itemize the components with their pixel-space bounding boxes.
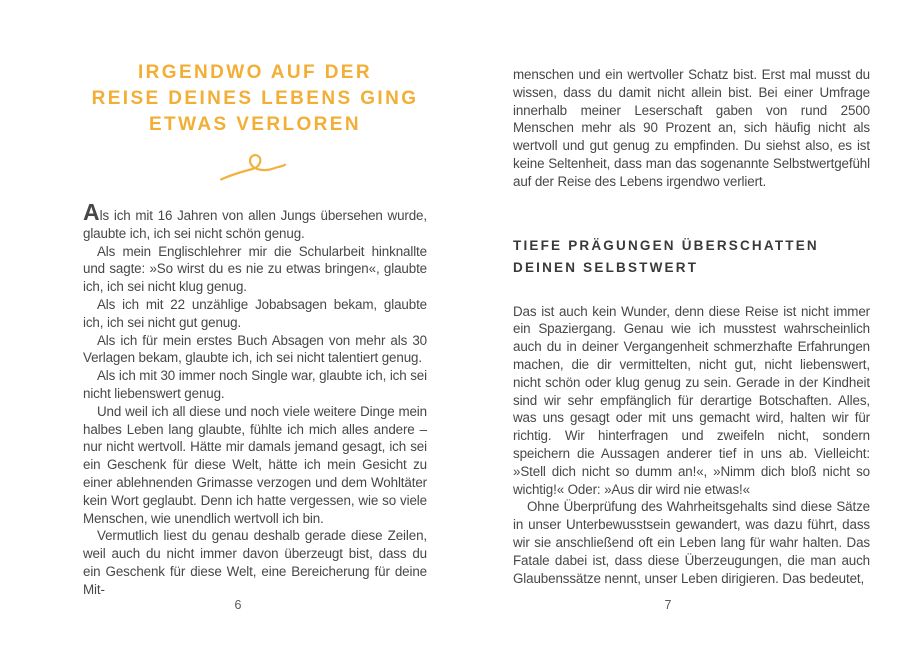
section-heading-line: DEINEN SELBSTWERT xyxy=(513,259,699,275)
paragraph: Das ist auch kein Wunder, denn diese Reise ist nicht immer ein Spaziergang. Genau wie ich musstest wahrscheinlich auch du in deiner Vergangenheit schmerzhafte Erfahrungen machen, die dir vermittelten, nicht gut, nicht liebenswert, nicht schön oder klug genug zu sein. Gerade in der Kindheit sind wir sehr empfänglich für derartige Botschaften. Alles, was uns gesagt oder mit uns gemacht wird, halten wir für richtig. Wir hinterfragen und zweifeln nicht, sondern speichern die Aussagen anderer tief in uns ab. Vielleicht: »Stell dich nicht so dumm an!«, »Nimm dich bloß nicht so wichtig!« Oder: »Aus dir wird nie etwas!« xyxy=(513,303,870,497)
page-right xyxy=(513,0,870,587)
paragraph: menschen und ein wertvoller Schatz bist. Erst mal musst du wissen, dass du damit nicht allein bist. Bei einer Umfrage innerhalb meiner Leserschaft gaben von rund 2500 Menschen mehr als 90 Prozent an, sich häufig nicht als wertvoll und gut genug zu empfinden. Du siehst also, es ist keine Seltenheit, dass man das sogenannte Selbstwertgefühl auf der Reise des Lebens irgendwo verliert. xyxy=(513,67,870,189)
paragraph: Ohne Überprüfung des Wahrheitsgehalts sind diese Sätze in unser Unterbewusstsein gewandert, was dazu führt, dass wir sie anschließend oft ein Leben lang für wahr halten. Das Fatale dabei ist, dass diese Überzeugungen, die man auch Glaubenssätze nennt, unser Leben dirigieren. Das bedeutet, xyxy=(513,499,870,586)
chapter-title-line: IRGENDWO AUF DER xyxy=(137,62,373,83)
section-heading-line: TIEFE PRÄGUNGEN ÜBERSCHATTEN xyxy=(513,237,819,253)
page-number-right: 7 xyxy=(664,598,672,612)
paragraph: Als ich mit 30 immer noch Single war, glaubte ich, ich sei nicht liebenswert genug. xyxy=(83,368,427,401)
chapter-title xyxy=(83,60,427,138)
chapter-body-right-bottom xyxy=(513,303,870,588)
section-heading xyxy=(513,235,870,279)
paragraph: Als ich mit 16 Jahren von allen Jungs übersehen wurde, glaubte ich, ich sei nicht schön genug. xyxy=(83,199,427,241)
paragraph: Als ich für mein erstes Buch Absagen von mehr als 30 Verlagen bekam, glaubte ich, ich sei nicht talentiert genug. xyxy=(83,332,427,366)
chapter-body-right-top xyxy=(513,66,870,191)
paragraph: Als mein Englischlehrer mir die Schularbeit hinknallte und sagte: »So wirst du es nie zu etwas bringen«, glaubte ich, ich sei nicht klug genug. xyxy=(83,243,427,295)
paragraph: Und weil ich all diese und noch viele weitere Dinge mein halbes Leben lang glaubte, fühlte ich mich alles andere – nur nicht wertvoll. Hätte mir damals jemand gesagt, ich sei ein Geschenk für diese Welt, hätte ich mein Gesicht zu einer ablehnenden Grimasse verzogen und dem Wohltäter kein Wort geglaubt. Denn ich hatte vergessen, wie so viele Menschen, wie unendlich wertvoll ich bin. xyxy=(83,403,427,526)
page-left xyxy=(83,0,427,599)
paragraph: Vermutlich liest du genau deshalb gerade diese Zeilen, weil auch du nicht immer davon überzeugt bist, dass du ein Geschenk für diese Welt, eine Bereicherung für deine Mit- xyxy=(83,528,427,597)
page-number-left: 6 xyxy=(234,598,242,612)
paragraph: Als ich mit 22 unzählige Jobabsagen bekam, glaubte ich, ich sei nicht gut genug. xyxy=(83,296,427,330)
chapter-title-line: ETWAS VERLOREN xyxy=(148,114,361,135)
chapter-title-line: REISE DEINES LEBENS GING xyxy=(91,88,419,109)
squiggle-ornament-icon xyxy=(83,148,427,194)
chapter-body-left xyxy=(83,199,427,599)
